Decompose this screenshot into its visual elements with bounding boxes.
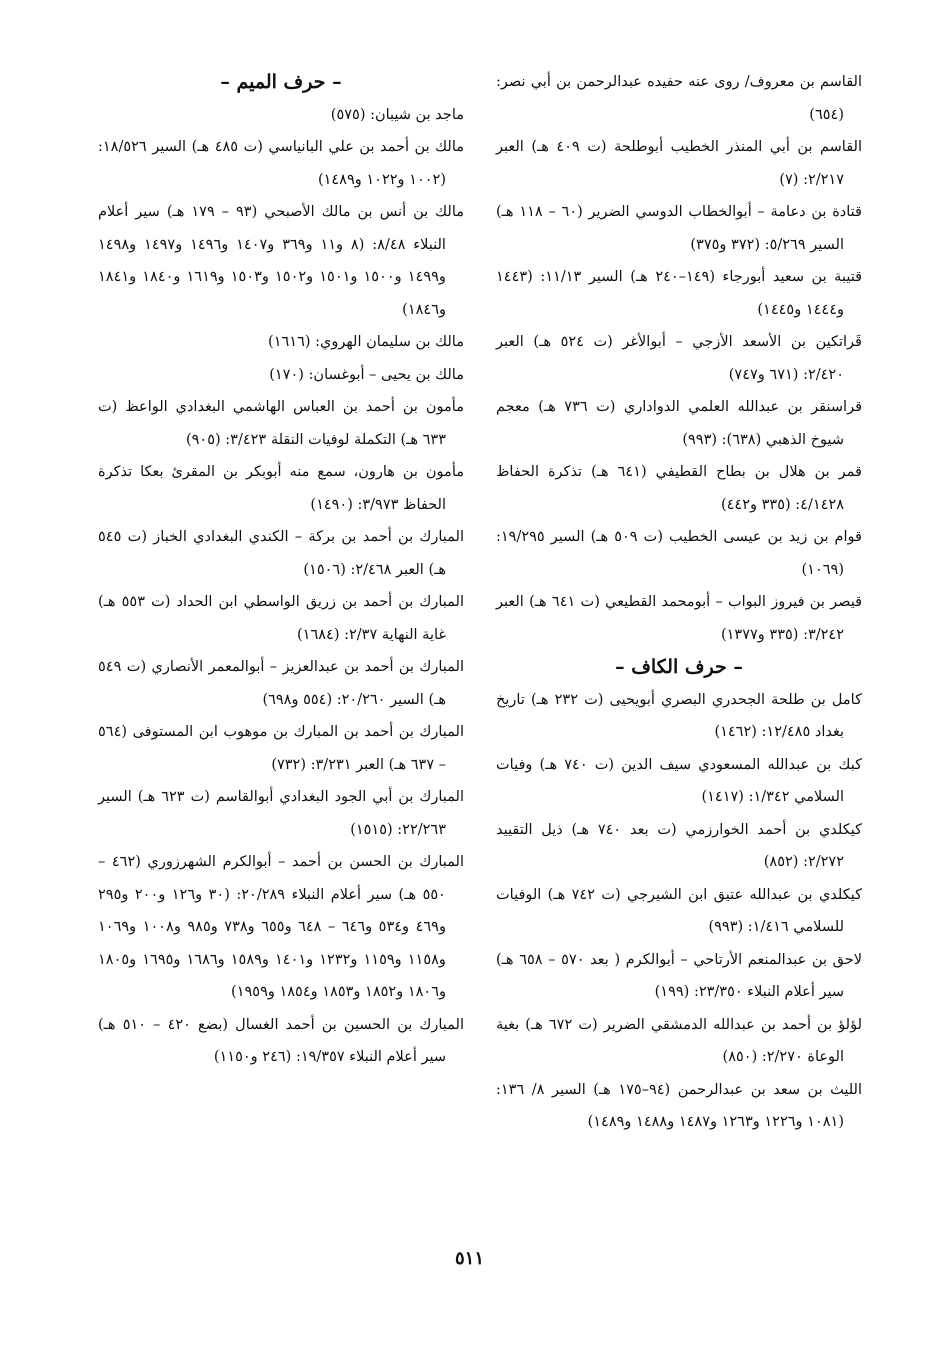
- index-entry: مالك بن سليمان الهروي: (١٦١٦): [268, 334, 464, 350]
- index-entry: المبارك بن الحسن بن أحمد – أبوالكرم الشهرزوري (٤٦٢ – ٥٥٠ هـ) سير أعلام النبلاء ٢٠/٢٨٩: (٣٠ و١٢٦ و٢٠٠ و٢٩٥ و٤٦٩ و٥٣٤ و٦٤٦ – ٦٤٨ و٦٥٥ و٧٣٨ و٩٨٥ و١٠٠٨ و١٠٦٩ و١١٥٨ و١١٥٩ و١٢٣٢ و١٤٠١ و١٥٨٩ و١٦٨٦ و١٦٩٥ و١٨٠٥ و١٨٠٦ و١٨٥٢ و١٨٥٣ و١٨٥٤ و١٩٥٩): [98, 854, 464, 1000]
- index-entry: قمر بن هلال بن بطاح القطيفي (٦٤١ هـ) تذكرة الحفاظ ٤/١٤٢٨: (٣٣٥ و٤٤٢): [496, 464, 862, 513]
- index-entry: المبارك بن أحمد بن بركة – الكندي البغدادي الخباز (ت ٥٤٥ هـ) العبر ٢/٤٦٨: (١٥٠٦): [98, 529, 464, 578]
- index-entry: لاحق بن عبدالمنعم الأرتاحي – أبوالكرم ( بعد ٥٧٠ – ٦٥٨ هـ) سير أعلام النبلاء ٢٣/٣٥٠: (١٩٩): [496, 951, 862, 1000]
- index-entry: كيكلدي بن أحمد الخوارزمي (ت بعد ٧٤٠ هـ) ذيل التقييد ٢/٢٧٢: (٨٥٢): [496, 821, 862, 870]
- index-entry: المبارك بن الحسين بن أحمد الغسال (بضع ٤٢٠ – ٥١٠ هـ) سير أعلام النبلاء ١٩/٣٥٧: (٢٤٦ و١١٥٠): [98, 1016, 464, 1065]
- index-entry: القاسم بن أبي المنذر الخطيب أبوطلحة (ت ٤٠٩ هـ) العبر ٢/٢١٧: (٧): [496, 139, 862, 188]
- index-entry: قيصر بن فيروز البواب – أبومحمد القطيعي (ت ٦٤١ هـ) العبر ٣/٢٤٢: (٣٣٥ و١٣٧٧): [496, 594, 863, 643]
- index-entry: قتادة بن دعامة – أبوالخطاب الدوسي الضرير (٦٠ – ١١٨ هـ) السير ٥/٢٦٩: (٣٧٢ و٣٧٥): [496, 204, 862, 253]
- index-entry: مالك بن يحيى – أبوغسان: (١٧٠): [269, 366, 464, 383]
- index-entry: المبارك بن أحمد بن زريق الواسطي ابن الحداد (ت ٥٥٣ هـ) غاية النهاية ٢/٣٧: (١٦٨٤): [98, 594, 464, 643]
- index-entry: مالك بن أحمد بن علي البانياسي (ت ٤٨٥ هـ) السير ١٨/٥٢٦: (١٠٠٢ و١٠٢٢ و١٤٨٩): [98, 139, 465, 188]
- index-entry: مأمون بن أحمد بن العباس الهاشمي البغدادي الواعظ (ت ٦٣٣ هـ) التكملة لوفيات النقلة ٣/٤٢٣: (٩٠٥): [98, 399, 464, 448]
- index-entry: كيكلدي بن عبدالله عتيق ابن الشيرجي (ت ٧٤٢ هـ) الوفيات للسلامي ١/٤١٦: (٩٩٣): [496, 886, 862, 935]
- index-entry: المبارك بن أحمد بن المبارك بن موهوب ابن المستوفى (٥٦٤ – ٦٣٧ هـ) العبر ٣/٢٣١: (٧٣٢): [98, 724, 464, 773]
- index-entry: لؤلؤ بن أحمد بن عبدالله الدمشقي الضرير (ت ٦٧٢ هـ) بغية الوعاة ٢/٢٧٠: (٨٥٠): [496, 1016, 863, 1065]
- index-entry: قراسنقر بن عبدالله العلمي الدواداري (ت ٧٣٦ هـ) معجم شيوخ الذهبي (٦٣٨): (٩٩٣): [496, 399, 862, 448]
- index-entry: قوام بن زيد بن عيسى الخطيب (ت ٥٠٩ هـ) السير ١٩/٢٩٥: (١٠٦٩): [496, 529, 862, 578]
- right-column: [496, 66, 862, 1139]
- section-heading-kaf: – حرف الكاف –: [615, 656, 743, 678]
- index-entry: المبارك بن أبي الجود البغدادي أبوالقاسم (ت ٦٢٣ هـ) السير ٢٢/٢٦٣: (١٥١٥): [98, 789, 464, 838]
- left-column: [98, 66, 464, 1074]
- index-entry: ماجد بن شيبان: (٥٧٥): [330, 106, 464, 123]
- index-entry: المبارك بن أحمد بن عبدالعزيز – أبوالمعمر الأنصاري (ت ٥٤٩ هـ) السير ٢٠/٢٦٠: (٥٥٤ و٦٩٨): [98, 659, 464, 708]
- index-entry: كبك بن عبدالله المسعودي سيف الدين (ت ٧٤٠ هـ) وفيات السلامي ١/٣٤٢: (١٤١٧): [496, 756, 862, 805]
- index-entry: الليث بن سعد بن عبدالرحمن (٩٤–١٧٥ هـ) السير ٨/ ١٣٦: (١٠٨١ و١٢٢٦ و١٢٦٣ و١٤٨٧ و١٤٨٨ و١٤٨٩): [496, 1081, 862, 1130]
- index-entry: كامل بن طلحة الجحدري البصري أبويحيى (ت ٢٣٢ هـ) تاريخ بغداد ١٢/٤٨٥: (١٤٦٢): [496, 691, 862, 740]
- index-entry: مالك بن أنس بن مالك الأصبحي (٩٣ – ١٧٩ هـ) سير أعلام النبلاء ٨/٤٨: (٨ و١١ و٣٦٩ و١٤٠٧ و١٤٩٦ و١٤٩٧ و١٤٩٨ و١٤٩٩ و١٥٠٠ و١٥٠١ و١٥٠٢ و١٥٠٣ و١٦١٩ و١٨٤٠ و١٨٤١ و١٨٤٦): [98, 204, 465, 318]
- index-entry: القاسم بن معروف/ روى عنه حفيده عبدالرحمن بن أبي نصر: (٦٥٤): [496, 74, 862, 123]
- index-entry: مأمون بن هارون، سمع منه أبوبكر بن المقرئ بعكا تذكرة الحفاظ ٣/٩٧٣: (١٤٩٠): [98, 464, 464, 513]
- index-entry: قتيبة بن سعيد أبورجاء (١٤٩–٢٤٠ هـ) السير ١١/١٣: (١٤٤٣ و١٤٤٤ و١٤٤٥): [496, 269, 863, 318]
- index-entry: قَراتكين بن الأسعد الأزجي – أبوالأغر (ت ٥٢٤ هـ) العبر ٢/٤٢٠: (٦٧١ و٧٤٧): [496, 334, 862, 383]
- page-number: ٥١١: [454, 1248, 484, 1269]
- section-heading-mim: – حرف الميم –: [220, 71, 342, 93]
